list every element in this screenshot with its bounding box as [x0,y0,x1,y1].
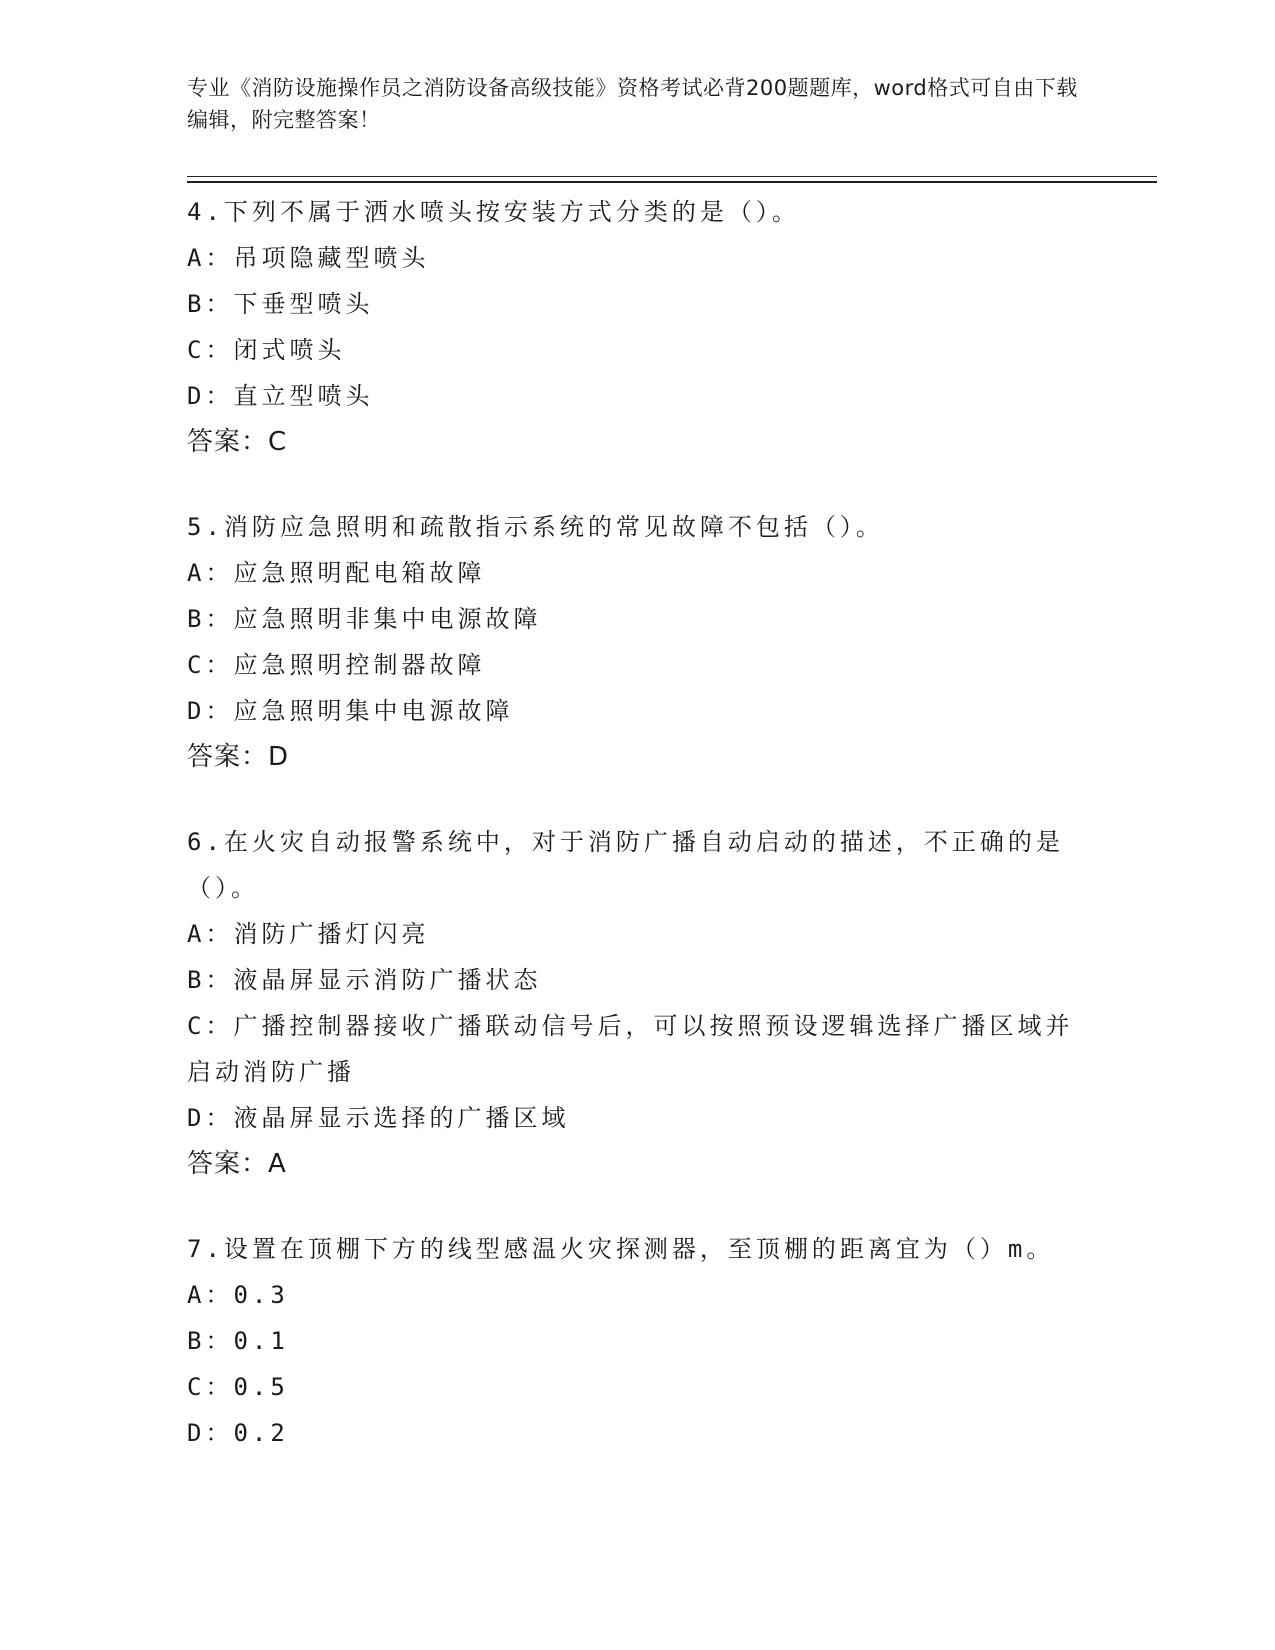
option-b: B：下垂型喷头 [187,290,374,318]
question-stem: 5.消防应急照明和疏散指示系统的常见故障不包括（）。 [187,513,884,541]
answer-label: 答案：D [187,742,290,772]
option-c: C：0.5 [187,1373,289,1401]
question-4 [187,189,1087,465]
option-a: A：消防广播灯闪亮 [187,920,430,948]
option-c: C：广播控制器接收广播联动信号后，可以按照预设逻辑选择广播区域并启动消防广播 [187,1012,1074,1086]
question-stem: 7.设置在顶棚下方的线型感温火灾探测器，至顶棚的距离宜为（）m。 [187,1235,1055,1263]
option-d: D：液晶屏显示选择的广播区域 [187,1104,570,1132]
option-b: B：0.1 [187,1327,289,1355]
question-stem: 4.下列不属于洒水喷头按安装方式分类的是（）。 [187,198,800,226]
option-c: C：应急照明控制器故障 [187,651,486,679]
option-d: D：直立型喷头 [187,382,374,410]
header-rule-thick [187,181,1157,183]
option-c: C：闭式喷头 [187,336,346,364]
option-b: B：应急照明非集中电源故障 [187,605,542,633]
header-rule-thin [187,176,1157,177]
option-d: D：应急照明集中电源故障 [187,697,514,725]
option-a: A：0.3 [187,1281,289,1309]
question-7 [187,1226,1087,1456]
answer-label: 答案：A [187,1149,287,1179]
option-a: A：吊项隐藏型喷头 [187,244,430,272]
option-d: D：0.2 [187,1419,289,1447]
option-b: B：液晶屏显示消防广播状态 [187,966,542,994]
question-5 [187,504,1087,780]
answer-label: 答案：C [187,427,288,457]
document-header: 专业《消防设施操作员之消防设备高级技能》资格考试必背200题题库，word格式可自由下载编辑，附完整答案！ [187,76,1078,132]
option-a: A：应急照明配电箱故障 [187,559,486,587]
question-list [187,189,1087,1495]
question-6 [187,819,1087,1187]
question-stem: 6.在火灾自动报警系统中，对于消防广播自动启动的描述，不正确的是（）。 [187,828,1064,902]
